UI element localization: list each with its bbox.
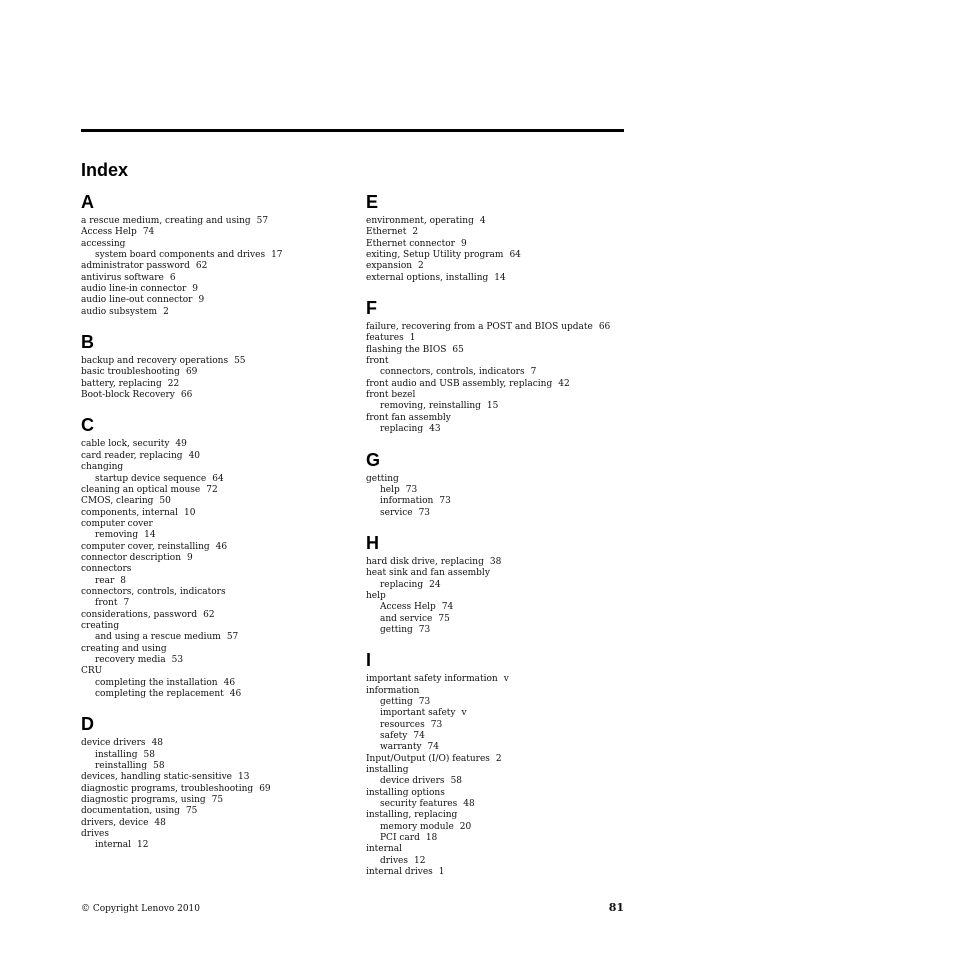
entry-term: device drivers (81, 738, 146, 749)
index-entry (366, 788, 626, 799)
index-subentry (366, 625, 626, 636)
index-entry (81, 795, 341, 806)
entry-term: information (366, 685, 420, 696)
index-entry (81, 621, 341, 632)
entry-term: expansion (366, 261, 413, 272)
entry-term: antivirus software (81, 272, 164, 283)
entry-page-ref: 48 (151, 738, 164, 749)
entry-term: getting (366, 473, 399, 484)
entry-page-ref: 58 (450, 776, 463, 787)
index-entry (81, 295, 341, 306)
index-section-c (81, 415, 341, 700)
entry-term: getting (380, 696, 413, 707)
index-subentry (366, 602, 626, 613)
entry-page-ref: 55 (234, 356, 246, 367)
index-entry (81, 239, 341, 250)
footer-copyright: © Copyright Lenovo 2010 (81, 904, 201, 914)
index-entry (81, 496, 341, 507)
entry-page-ref: 46 (215, 541, 228, 552)
entry-page-ref: 50 (159, 496, 171, 507)
entry-page-ref: 4 (479, 216, 486, 226)
entry-term: startup device sequence (95, 473, 207, 484)
index-subentry (366, 822, 626, 833)
entry-term: front bezel (366, 390, 416, 401)
index-subentry (366, 742, 626, 753)
entry-page-ref: 58 (143, 749, 155, 760)
index-entry (366, 810, 626, 821)
entry-term: considerations, password (81, 609, 198, 620)
entry-page-ref: 73 (418, 507, 431, 518)
entry-term: audio subsystem (81, 306, 158, 317)
index-entry (366, 557, 626, 568)
index-subentry (366, 731, 626, 742)
index-entry (81, 542, 341, 553)
entry-term: card reader, replacing (81, 450, 183, 461)
entry-term: Access Help (81, 227, 137, 238)
index-entry (81, 829, 341, 840)
index-subentry (366, 485, 626, 496)
entry-term: failure, recovering from a POST and BIOS update (366, 322, 593, 333)
entry-page-ref: 62 (195, 261, 208, 272)
entry-term: help (366, 590, 386, 601)
section-letter: F (366, 298, 377, 319)
index-subentry (366, 708, 626, 719)
index-entry (81, 367, 341, 378)
index-entry (81, 439, 341, 450)
entry-term: and service (380, 613, 433, 624)
entry-term: internal (95, 840, 131, 851)
entry-page-ref: 73 (439, 496, 451, 507)
entry-term: audio line-out connector (81, 295, 193, 306)
entry-term: important safety (380, 708, 456, 719)
entry-page-ref: 66 (180, 390, 193, 401)
entry-page-ref: 14 (144, 530, 156, 541)
entry-term: hard disk drive, replacing (366, 556, 484, 567)
entry-term: completing the installation (95, 677, 218, 688)
index-subentry (81, 530, 341, 541)
entry-term: removing, reinstalling (380, 401, 481, 412)
entry-page-ref: 9 (460, 238, 467, 249)
index-entry (81, 379, 341, 390)
entry-term: installing (95, 749, 138, 760)
index-entry (81, 216, 341, 227)
index-entry (366, 345, 626, 356)
index-subentry (366, 580, 626, 591)
entry-page-ref: 24 (429, 579, 441, 590)
index-entry (81, 307, 341, 318)
index-entry (81, 462, 341, 473)
entry-term: service (380, 507, 413, 518)
index-entry (366, 322, 626, 333)
index-section-g (366, 450, 626, 519)
entry-term: installing (366, 765, 409, 776)
entry-page-ref: 75 (211, 795, 224, 806)
index-subentry (366, 367, 626, 378)
index-section-d (81, 714, 341, 851)
entry-page-ref: 2 (412, 227, 419, 238)
entry-page-ref: 40 (188, 450, 201, 461)
index-entry (366, 568, 626, 579)
entry-term: flashing the BIOS (366, 344, 447, 355)
index-entry (81, 738, 341, 749)
index-entry (81, 390, 341, 401)
entry-page-ref: 13 (237, 772, 250, 783)
index-section-b (81, 332, 341, 401)
section-letter: C (81, 415, 94, 436)
entry-page-ref: 20 (459, 821, 472, 832)
entry-term: front audio and USB assembly, replacing (366, 378, 553, 389)
entry-page-ref: 12 (136, 840, 149, 851)
entry-term: installing options (366, 787, 445, 798)
index-subentry (366, 833, 626, 844)
entry-page-ref: 64 (212, 473, 224, 484)
entry-term: getting (380, 624, 413, 635)
entry-page-ref: 7 (123, 598, 130, 609)
entry-page-ref: 57 (226, 632, 239, 643)
entry-page-ref: 15 (486, 401, 499, 412)
index-entry (366, 765, 626, 776)
entry-page-ref: 48 (463, 799, 475, 810)
entry-page-ref: 22 (167, 378, 180, 389)
entry-term: exiting, Setup Utility program (366, 250, 504, 261)
index-entry (81, 644, 341, 655)
index-entry (366, 239, 626, 250)
entry-page-ref: 17 (271, 250, 283, 261)
section-letter: B (81, 332, 94, 353)
entry-page-ref: 12 (413, 855, 426, 866)
entry-page-ref: 9 (192, 284, 199, 295)
section-letter: D (81, 714, 94, 735)
index-section-e (366, 192, 626, 284)
entry-term: environment, operating (366, 216, 474, 226)
index-entry (81, 485, 341, 496)
index-subentry (81, 750, 341, 761)
index-subentry (81, 840, 341, 851)
entry-term: heat sink and fan assembly (366, 568, 490, 579)
header-rule (81, 129, 624, 132)
section-letter: E (366, 192, 379, 212)
page-title: Index (81, 160, 129, 180)
entry-page-ref: v (461, 708, 467, 719)
entry-page-ref: 74 (427, 742, 439, 753)
index-entry (81, 261, 341, 272)
entry-page-ref: 42 (558, 378, 570, 389)
index-entry (366, 413, 626, 424)
entry-term: rear (95, 575, 115, 586)
index-section-f (366, 298, 626, 435)
entry-term: accessing (81, 238, 126, 249)
entry-term: changing (81, 462, 124, 473)
entry-term: administrator password (81, 261, 190, 272)
index-entry (366, 686, 626, 697)
entry-term: CRU (81, 666, 103, 677)
entry-term: diagnostic programs, using (81, 795, 206, 806)
index-entry (366, 227, 626, 238)
index-entry (366, 591, 626, 602)
section-letter: A (81, 192, 94, 212)
index-entry (81, 273, 341, 284)
index-subentry (366, 720, 626, 731)
entry-page-ref: 69 (185, 367, 198, 378)
entry-term: computer cover (81, 518, 153, 529)
index-subentry (81, 250, 341, 261)
index-subentry (81, 576, 341, 587)
index-entry (81, 508, 341, 519)
index-subentry (366, 799, 626, 810)
entry-term: cleaning an optical mouse (81, 484, 201, 495)
index-entry (366, 754, 626, 765)
entry-term: components, internal (81, 507, 179, 518)
index-subentry (81, 632, 341, 643)
entry-term: front (366, 356, 389, 367)
index-entry (366, 273, 626, 284)
entry-page-ref: 74 (142, 227, 155, 238)
entry-page-ref: 74 (441, 602, 454, 613)
entry-page-ref: 1 (409, 333, 416, 344)
entry-term: creating and using (81, 643, 167, 654)
entry-term: a rescue medium, creating and using (81, 216, 251, 226)
entry-term: devices, handling static-sensitive (81, 772, 232, 783)
index-entry (81, 784, 341, 795)
entry-term: and using a rescue medium (95, 632, 221, 643)
entry-page-ref: 73 (405, 484, 418, 495)
entry-term: warranty (380, 742, 422, 753)
index-entry (366, 844, 626, 855)
section-letter: I (366, 650, 372, 671)
index-entry (81, 519, 341, 530)
index-entry (81, 227, 341, 238)
index-entry (81, 587, 341, 598)
index-entry (81, 610, 341, 621)
index-entry (81, 772, 341, 783)
entry-page-ref: 72 (206, 484, 218, 495)
index-subentry (366, 856, 626, 867)
entry-term: external options, installing (366, 272, 489, 283)
index-column-right (366, 192, 626, 892)
entry-page-ref: 73 (430, 719, 443, 730)
entry-page-ref: 74 (413, 731, 425, 741)
entry-term: reinstalling (95, 761, 148, 772)
entry-term: memory module (380, 821, 454, 832)
page-number: 81 (608, 901, 624, 914)
entry-page-ref: 62 (203, 609, 215, 620)
entry-term: features (366, 333, 404, 344)
index-subentry (81, 655, 341, 666)
index-subentry (81, 689, 341, 700)
entry-page-ref: 9 (187, 552, 193, 563)
entry-page-ref: 1 (438, 867, 445, 878)
entry-term: information (380, 496, 434, 507)
entry-page-ref: 46 (229, 689, 242, 700)
index-entry (366, 356, 626, 367)
index-entry (366, 867, 626, 878)
entry-term: diagnostic programs, troubleshooting (81, 783, 254, 794)
entry-term: replacing (380, 424, 424, 435)
entry-term: system board components and drives (95, 250, 266, 261)
index-entry (81, 284, 341, 295)
index-entry (366, 390, 626, 401)
entry-term: safety (380, 731, 408, 741)
entry-term: replacing (380, 579, 424, 590)
entry-term: drives (380, 855, 408, 866)
entry-page-ref: 53 (171, 655, 184, 665)
index-entry (366, 333, 626, 344)
index-entry (366, 250, 626, 261)
entry-page-ref: 7 (530, 367, 537, 378)
entry-term: device drivers (380, 776, 445, 787)
index-section-h (366, 533, 626, 636)
entry-term: resources (380, 719, 425, 730)
entry-page-ref: 48 (154, 817, 166, 828)
entry-term: documentation, using (81, 806, 180, 817)
entry-term: computer cover, reinstalling (81, 541, 210, 552)
entry-term: front fan assembly (366, 412, 451, 423)
index-subentry (366, 776, 626, 787)
entry-term: security features (380, 799, 458, 810)
entry-page-ref: 57 (256, 216, 269, 226)
entry-term: connector description (81, 552, 182, 563)
index-section-i (366, 650, 626, 878)
entry-page-ref: 2 (495, 753, 502, 764)
index-entry (81, 553, 341, 564)
index-subentry (366, 614, 626, 625)
index-entry (81, 451, 341, 462)
index-entry (366, 379, 626, 390)
entry-page-ref: 9 (198, 295, 205, 306)
index-subentry (81, 678, 341, 689)
entry-term: internal drives (366, 867, 433, 878)
entry-term: Input/Output (I/O) features (366, 753, 490, 764)
entry-page-ref: 73 (418, 624, 431, 635)
entry-term: basic troubleshooting (81, 367, 180, 378)
entry-page-ref: 6 (169, 272, 176, 283)
entry-term: internal (366, 844, 402, 855)
entry-page-ref: 75 (185, 806, 198, 817)
index-subentry (366, 697, 626, 708)
entry-term: installing, replacing (366, 810, 458, 821)
entry-term: drives (81, 829, 109, 840)
entry-term: Boot-block Recovery (81, 390, 175, 401)
entry-page-ref: 49 (175, 439, 187, 450)
entry-term: important safety information (366, 674, 498, 685)
entry-page-ref: v (503, 674, 509, 685)
index-section-a (81, 192, 341, 318)
index-entry (366, 474, 626, 485)
entry-term: PCI card (380, 833, 420, 844)
entry-page-ref: 18 (425, 833, 438, 844)
entry-page-ref: 46 (223, 677, 236, 688)
entry-term: removing (95, 530, 139, 541)
index-subentry (366, 496, 626, 507)
entry-page-ref: 10 (184, 507, 196, 518)
index-subentry (366, 508, 626, 519)
entry-page-ref: 2 (163, 306, 169, 317)
entry-term: connectors, controls, indicators (380, 367, 525, 378)
entry-page-ref: 14 (494, 272, 506, 283)
index-entry (81, 806, 341, 817)
entry-term: backup and recovery operations (81, 356, 229, 367)
entry-term: cable lock, security (81, 439, 170, 450)
index-subentry (366, 401, 626, 412)
entry-page-ref: 64 (509, 250, 521, 261)
index-entry (81, 818, 341, 829)
index-subentry (81, 761, 341, 772)
entry-page-ref: 2 (418, 261, 424, 272)
index-entry (366, 216, 626, 227)
entry-page-ref: 43 (429, 424, 441, 435)
entry-page-ref: 58 (153, 761, 165, 772)
entry-term: creating (81, 620, 120, 631)
section-letter: H (366, 532, 379, 553)
entry-term: drivers, device (81, 817, 149, 828)
index-entry (81, 356, 341, 367)
entry-page-ref: 65 (452, 344, 464, 355)
index-column-left (81, 192, 341, 866)
section-letter: G (366, 449, 381, 470)
entry-term: CMOS, clearing (81, 496, 154, 507)
entry-page-ref: 66 (598, 322, 611, 333)
entry-term: help (380, 484, 400, 495)
entry-term: Ethernet connector (366, 238, 455, 249)
entry-page-ref: 69 (259, 783, 271, 794)
index-entry (81, 666, 341, 677)
entry-term: recovery media (95, 655, 166, 665)
entry-term: audio line-in connector (81, 284, 187, 295)
entry-term: connectors (81, 564, 132, 575)
entry-term: battery, replacing (81, 378, 162, 389)
index-entry (366, 261, 626, 272)
entry-page-ref: 75 (438, 613, 450, 624)
index-subentry (81, 598, 341, 609)
entry-page-ref: 73 (418, 696, 431, 707)
entry-term: connectors, controls, indicators (81, 586, 226, 597)
index-subentry (81, 474, 341, 485)
entry-term: Access Help (380, 602, 436, 613)
index-entry (81, 564, 341, 575)
entry-term: completing the replacement (95, 689, 224, 700)
entry-term: Ethernet (366, 227, 407, 238)
index-entry (366, 674, 626, 685)
entry-term: front (95, 598, 118, 609)
entry-page-ref: 8 (120, 575, 127, 586)
entry-page-ref: 38 (489, 556, 502, 567)
index-subentry (366, 424, 626, 435)
